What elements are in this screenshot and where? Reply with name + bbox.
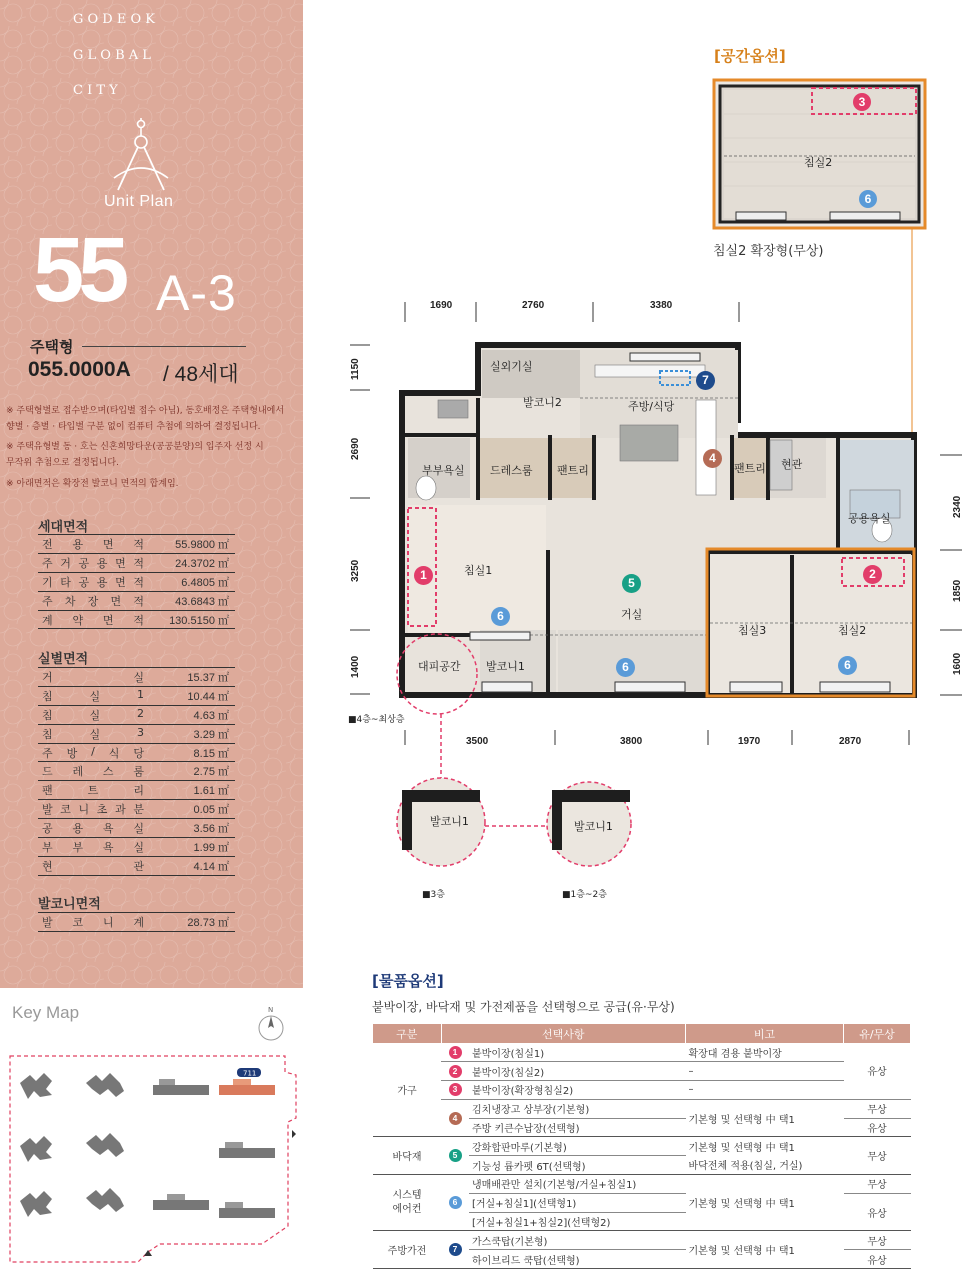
area-label: 계 약 면 적 bbox=[38, 610, 150, 629]
item-marker bbox=[441, 1043, 469, 1062]
item-label: 가스쿡탑(기본형) bbox=[469, 1231, 686, 1250]
marker-6 bbox=[491, 606, 510, 626]
area-label: 전 용 면 적 bbox=[38, 535, 150, 554]
area-label: 침 실 3 bbox=[38, 724, 150, 743]
table-row bbox=[373, 1081, 911, 1100]
building-blocks bbox=[20, 1073, 275, 1218]
item-label: 붙박이장(침실1) bbox=[469, 1043, 686, 1062]
area-row bbox=[38, 686, 235, 705]
room-living: 거실 bbox=[621, 608, 643, 621]
building-number: 711 bbox=[243, 1069, 257, 1078]
area-label: 침 실 2 bbox=[38, 705, 150, 724]
note-line: 무작위 추첨으로 결정됩니다. bbox=[6, 458, 119, 468]
building-block bbox=[20, 1073, 52, 1099]
room-bedroom3: 침실3 bbox=[738, 624, 767, 637]
area-row bbox=[38, 800, 235, 819]
dim-left: 1150 bbox=[350, 358, 361, 380]
dim-right: 1600 bbox=[952, 652, 963, 675]
housing-code: 055.0000A bbox=[28, 358, 131, 381]
item-note: – bbox=[686, 1081, 844, 1100]
item-note: – bbox=[686, 1062, 844, 1081]
option-marker-3: 3 bbox=[449, 1083, 462, 1096]
note-line: ※ 아래면적은 확장전 발코니 면적의 합계임. bbox=[6, 479, 179, 489]
dim-left: 1400 bbox=[350, 655, 361, 678]
area-row bbox=[38, 819, 235, 838]
area-value: 0.05 ㎡ bbox=[150, 800, 235, 819]
product-option-title: [물품옵션] bbox=[372, 972, 444, 990]
room-kitchen: 주방/식당 bbox=[628, 400, 675, 413]
dim-top: 2760 bbox=[522, 300, 545, 311]
item-note: 기본형 및 선택형 中 택1 bbox=[686, 1231, 844, 1269]
household-area-table bbox=[38, 534, 235, 629]
item-label: 강화합판마루(기본형) bbox=[469, 1137, 686, 1156]
balcony-detail-b bbox=[547, 782, 631, 866]
dim-right: 1850 bbox=[952, 579, 963, 602]
item-label: 김치냉장고 상부장(기본형) bbox=[469, 1099, 686, 1118]
room-balcony1-detail: 발코니1 bbox=[574, 820, 613, 833]
building-block-highlighted bbox=[219, 1079, 275, 1095]
room-entrance: 현관 bbox=[781, 458, 803, 471]
option-marker-6: 6 bbox=[616, 658, 635, 677]
unit-info-panel: G O D E O K G L O B A L C I T Y Unit Plan 55 A-3 주택형 055.0000A / 48세대 ※ 주택형별로 접수받으며(타입별 접수 아님), 동호배정은 주택형내에서 향별 · 층별 · 타입별 구분 없이 컴퓨터 추첨에 의하여 결정됩니다. ※ 주택유형별 동 · 호는 신혼희망타운(공공분양)의 입주자 선정 시 무작위 추첨으로 결정됩니다. ※ 아래면적은 확장전 발코니 면적의 합계임. 세대면적 전 용 면 적 55.9800 ㎡ 주 거 공 용 면 적 24.3702 ㎡ 기 타 공 용 면 적 6.4805 ㎡ 주 차 장 면 적 43.6843 ㎡ 계 약 면 적 130.5150 ㎡ 실별면적 거 실 15.37 ㎡ 침 실 1 10.44 ㎡ 침 실 2 4.63 ㎡ 침 실 3 3.29 ㎡ 주 방 / 식 당 8.15 ㎡ 드 레 스 룸 2.75 ㎡ 팬 트 리 1.61 ㎡ 발 코 니 초 과 분 0.05 ㎡ 공 용 욕 실 3.56 ㎡ 부 부 욕 실 1.99 ㎡ 현 관 4.14 ㎡ 발코니면적 발 코 니 계 28.73 ㎡ bbox=[0, 0, 303, 988]
room-common-bath: 공용욕실 bbox=[848, 512, 891, 525]
area-value: 2.75 ㎡ bbox=[150, 762, 235, 781]
area-label: 기 타 공 용 면 적 bbox=[38, 572, 150, 591]
entrance-marker-icon bbox=[292, 1130, 296, 1138]
paid-status: 무상 bbox=[844, 1137, 911, 1175]
room-bedroom1: 침실1 bbox=[464, 564, 493, 577]
group-label: 시스템 에어컨 bbox=[373, 1175, 441, 1231]
paid-status: 유상 bbox=[844, 1250, 911, 1269]
space-option-inset bbox=[712, 78, 927, 230]
area-row bbox=[38, 705, 235, 724]
item-label: 냉매배관만 설치(기본형/거실+침실1) bbox=[469, 1175, 686, 1194]
marker-7 bbox=[696, 370, 715, 390]
item-label: 하이브리드 쿡탑(선택형) bbox=[469, 1250, 686, 1269]
item-label: 붙박이장(확장형침실2) bbox=[469, 1081, 686, 1100]
table-row bbox=[373, 1062, 911, 1081]
floor-plan bbox=[330, 290, 969, 910]
area-value: 130.5150 ㎡ bbox=[150, 610, 235, 629]
item-note: 기본형 및 선택형 中 택1 bbox=[686, 1099, 844, 1137]
product-option-table bbox=[373, 1024, 911, 1269]
item-label: 주방 키큰수납장(선택형) bbox=[469, 1118, 686, 1137]
item-marker bbox=[441, 1175, 469, 1231]
area-label: 침 실 1 bbox=[38, 686, 150, 705]
type-suffix: A-3 bbox=[156, 265, 237, 321]
floor-note: ■1층~2층 bbox=[562, 890, 607, 900]
option-marker-1: 1 bbox=[414, 566, 433, 585]
dim-right: 2340 bbox=[952, 495, 963, 518]
option-room-label: 침실2 bbox=[804, 156, 833, 169]
area-label: 주 거 공 용 면 적 bbox=[38, 553, 150, 572]
option-marker-7: 7 bbox=[696, 371, 715, 390]
area-label: 공 용 욕 실 bbox=[38, 819, 150, 838]
area-label: 거 실 bbox=[38, 668, 150, 687]
area-row bbox=[38, 838, 235, 857]
floor-note: ■4층~최상층 bbox=[348, 715, 405, 725]
col-header: 유/무상 bbox=[844, 1024, 911, 1043]
building-block bbox=[153, 1194, 209, 1210]
housing-divider bbox=[82, 346, 246, 347]
area-value: 24.3702 ㎡ bbox=[150, 553, 235, 572]
floor-note: ■3층 bbox=[422, 890, 445, 900]
dim-left: 3250 bbox=[350, 559, 361, 582]
area-value: 1.99 ㎡ bbox=[150, 838, 235, 857]
dim-left: 2690 bbox=[350, 437, 361, 460]
marker-4 bbox=[703, 448, 722, 468]
item-note: 기본형 및 선택형 中 택1 bbox=[686, 1175, 844, 1231]
item-marker bbox=[441, 1231, 469, 1269]
area-value: 1.61 ㎡ bbox=[150, 781, 235, 800]
marker-1 bbox=[414, 565, 433, 585]
area-value: 8.15 ㎡ bbox=[150, 743, 235, 762]
area-row bbox=[38, 856, 235, 875]
keymap-title: Key Map bbox=[12, 1003, 80, 1022]
room-area-table bbox=[38, 667, 235, 876]
balcony-detail-a bbox=[397, 778, 485, 866]
option-marker-6: 6 bbox=[838, 656, 857, 675]
option-marker-1: 1 bbox=[449, 1046, 462, 1059]
note-line: ※ 주택형별로 접수받으며(타입별 접수 아님), 동호배정은 주택형내에서 bbox=[6, 406, 285, 416]
paid-status: 무상 bbox=[844, 1099, 911, 1118]
item-label: 기능성 륨카펫 6T(선택형) bbox=[469, 1156, 686, 1175]
option-marker-6: 6 bbox=[859, 190, 877, 208]
area-label: 발 코 니 초 과 분 bbox=[38, 800, 150, 819]
room-balcony2: 발코니2 bbox=[523, 396, 562, 409]
area-value: 28.73 ㎡ bbox=[150, 913, 235, 932]
room-balcony1-detail: 발코니1 bbox=[430, 815, 469, 828]
area-value: 43.6843 ㎡ bbox=[150, 591, 235, 610]
building-block bbox=[86, 1188, 124, 1212]
item-marker bbox=[441, 1062, 469, 1081]
note-line: 향별 · 층별 · 타입별 구분 없이 컴퓨터 추첨에 의하여 결정됩니다. bbox=[6, 422, 261, 432]
room-pantry: 팬트리 bbox=[734, 462, 766, 475]
unit-plan-label: Unit Plan bbox=[104, 193, 174, 210]
group-label: 주방가전 bbox=[373, 1231, 441, 1269]
col-header: 비고 bbox=[686, 1024, 844, 1043]
col-header: 선택사항 bbox=[441, 1024, 686, 1043]
option-marker-7: 7 bbox=[449, 1243, 462, 1256]
room-outdoor-unit: 실외기실 bbox=[490, 360, 533, 373]
item-note: 기본형 및 선택형 中 택1 bbox=[688, 1143, 795, 1155]
room-area-title: 실별면적 bbox=[38, 652, 89, 667]
room-bedroom2: 침실2 bbox=[838, 624, 867, 637]
paid-status: 무상 bbox=[844, 1231, 911, 1250]
area-label: 발 코 니 계 bbox=[38, 913, 150, 932]
item-marker bbox=[441, 1099, 469, 1137]
area-row bbox=[38, 591, 235, 610]
item-marker bbox=[441, 1081, 469, 1100]
building-block bbox=[153, 1079, 209, 1095]
housing-units: / 48세대 bbox=[163, 363, 239, 386]
area-value: 3.29 ㎡ bbox=[150, 724, 235, 743]
area-value: 4.63 ㎡ bbox=[150, 705, 235, 724]
area-row bbox=[38, 668, 235, 687]
space-option-title: [공간옵션] bbox=[714, 47, 786, 65]
area-label: 주 차 장 면 적 bbox=[38, 591, 150, 610]
table-row bbox=[373, 1231, 911, 1250]
option-marker-4: 4 bbox=[703, 449, 722, 468]
marker-6 bbox=[859, 188, 877, 208]
area-row bbox=[38, 572, 235, 591]
building-block bbox=[86, 1073, 124, 1097]
item-label: [거실+침실1+침실2](선택형2) bbox=[469, 1212, 686, 1231]
type-number: 55 bbox=[33, 219, 124, 321]
balcony-area-title: 발코니면적 bbox=[38, 897, 101, 912]
marker-2 bbox=[863, 564, 882, 584]
dim-bottom: 3800 bbox=[620, 736, 643, 747]
area-label: 드 레 스 룸 bbox=[38, 762, 150, 781]
area-value: 6.4805 ㎡ bbox=[150, 572, 235, 591]
dim-top: 1690 bbox=[430, 300, 453, 311]
balcony-area-table bbox=[38, 912, 235, 932]
note-line: ※ 주택유형별 동 · 호는 신혼희망타운(공공분양)의 입주자 선정 시 bbox=[6, 442, 264, 452]
col-header: 구분 bbox=[373, 1024, 441, 1043]
item-label: 붙박이장(침실2) bbox=[469, 1062, 686, 1081]
entrance-marker-icon bbox=[144, 1250, 152, 1256]
item-label: [거실+침실1](선택형1) bbox=[469, 1193, 686, 1212]
area-row bbox=[38, 781, 235, 800]
area-value: 15.37 ㎡ bbox=[150, 668, 235, 687]
north-icon bbox=[259, 1006, 283, 1040]
area-label: 팬 트 리 bbox=[38, 781, 150, 800]
compass-icon bbox=[110, 118, 172, 196]
building-block bbox=[20, 1191, 52, 1217]
dim-top: 3380 bbox=[650, 300, 673, 311]
marker-3 bbox=[853, 91, 871, 111]
item-marker bbox=[441, 1137, 469, 1175]
north-label: N bbox=[268, 1006, 274, 1014]
building-block bbox=[219, 1142, 275, 1158]
area-label: 현 관 bbox=[38, 856, 150, 875]
dim-bottom: 2870 bbox=[839, 736, 862, 747]
building-block bbox=[20, 1136, 52, 1162]
area-label: 부 부 욕 실 bbox=[38, 838, 150, 857]
area-row bbox=[38, 743, 235, 762]
option-marker-6: 6 bbox=[449, 1196, 462, 1209]
marker-5 bbox=[622, 573, 641, 593]
area-row bbox=[38, 535, 235, 554]
paid-status: 무상 bbox=[844, 1175, 911, 1194]
option-marker-2: 2 bbox=[449, 1065, 462, 1078]
area-value: 3.56 ㎡ bbox=[150, 819, 235, 838]
area-row bbox=[38, 610, 235, 629]
room-dressroom: 드레스룸 bbox=[490, 464, 533, 477]
dim-bottom: 3500 bbox=[466, 736, 489, 747]
group-label: 가구 bbox=[373, 1043, 441, 1137]
table-row bbox=[373, 1137, 911, 1156]
room-pantry: 팬트리 bbox=[557, 464, 589, 477]
housing-type-label: 주택형 bbox=[30, 338, 74, 356]
building-block bbox=[86, 1133, 124, 1157]
marker-6 bbox=[838, 655, 857, 675]
area-value: 10.44 ㎡ bbox=[150, 686, 235, 705]
area-value: 4.14 ㎡ bbox=[150, 856, 235, 875]
option-marker-2: 2 bbox=[863, 565, 882, 584]
marker-6 bbox=[616, 657, 635, 677]
item-note: 바닥전체 적용(침실, 거실) bbox=[686, 1156, 844, 1175]
household-area-title: 세대면적 bbox=[38, 520, 89, 535]
room-master-bath: 부부욕실 bbox=[422, 464, 465, 477]
area-label: 주 방 / 식 당 bbox=[38, 743, 150, 762]
building-block bbox=[219, 1202, 275, 1218]
room-balcony1: 발코니1 bbox=[486, 660, 525, 673]
area-row bbox=[38, 762, 235, 781]
item-note: 확장대 겸용 붙박이장 bbox=[686, 1043, 844, 1062]
option-marker-4: 4 bbox=[449, 1112, 462, 1125]
paid-status: 유상 bbox=[844, 1118, 911, 1137]
table-row bbox=[373, 1043, 911, 1062]
area-value: 55.9800 ㎡ bbox=[150, 535, 235, 554]
product-option-subtitle: 붙박이장, 바닥재 및 가전제품을 선택형으로 공급(유·무상) bbox=[372, 1000, 675, 1014]
group-label: 바닥재 bbox=[373, 1137, 441, 1175]
room-refuge: 대피공간 bbox=[418, 660, 461, 673]
table-row bbox=[373, 1175, 911, 1194]
option-marker-5: 5 bbox=[622, 574, 641, 593]
option-marker-3: 3 bbox=[853, 93, 871, 111]
table-row bbox=[373, 1099, 911, 1118]
space-option-caption: 침실2 확장형(무상) bbox=[713, 244, 824, 259]
paid-status: 유상 bbox=[844, 1043, 911, 1099]
paid-status: 유상 bbox=[844, 1193, 911, 1231]
option-marker-5: 5 bbox=[449, 1149, 462, 1162]
area-row bbox=[38, 724, 235, 743]
area-row bbox=[38, 913, 235, 932]
dim-bottom: 1970 bbox=[738, 736, 761, 747]
option-marker-6: 6 bbox=[491, 607, 510, 626]
area-row bbox=[38, 553, 235, 572]
